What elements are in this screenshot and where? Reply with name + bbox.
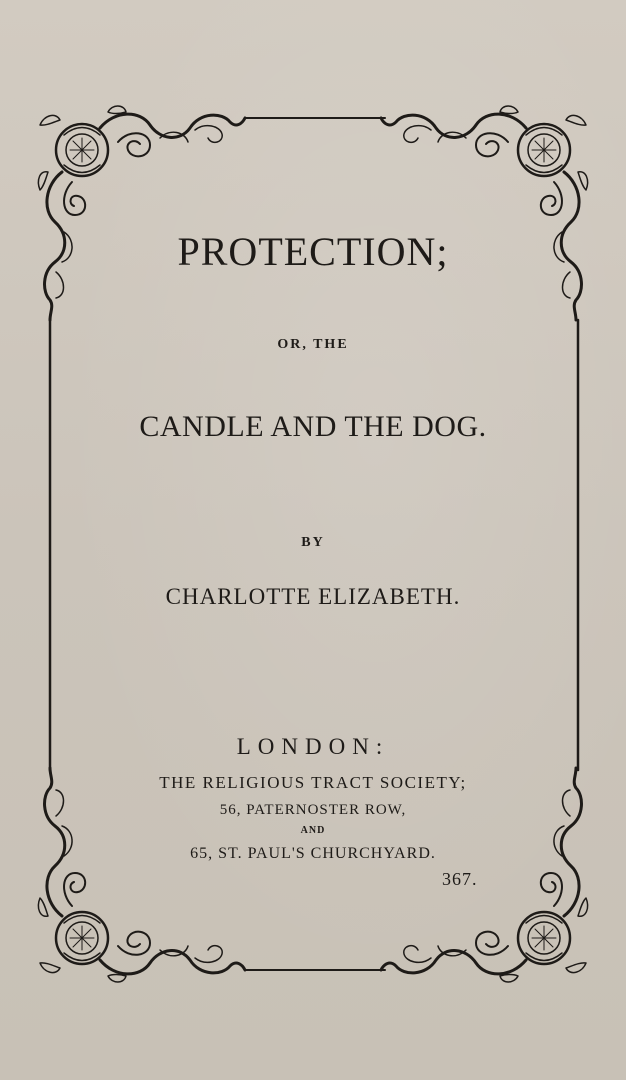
imprint-and: AND bbox=[300, 825, 326, 836]
corner-flourish-icon bbox=[381, 768, 588, 982]
author-name: CHARLOTTE ELIZABETH. bbox=[165, 584, 461, 609]
corner-flourish-icon bbox=[381, 106, 588, 320]
book-title: PROTECTION; bbox=[177, 229, 449, 274]
imprint-publisher: THE RELIGIOUS TRACT SOCIETY; bbox=[159, 773, 467, 792]
book-subtitle: CANDLE AND THE DOG. bbox=[139, 410, 487, 443]
tract-number: 367. bbox=[442, 869, 478, 889]
corner-flourish-icon bbox=[38, 768, 245, 982]
corner-flourish-icon bbox=[38, 106, 245, 320]
imprint-address-1: 56, PATERNOSTER ROW, bbox=[219, 802, 407, 818]
imprint-address-2: 65, ST. PAUL'S CHURCHYARD. bbox=[190, 845, 436, 862]
or-line: OR, THE bbox=[277, 337, 349, 352]
by-line: BY bbox=[301, 535, 325, 550]
imprint-city: LONDON: bbox=[236, 734, 390, 759]
